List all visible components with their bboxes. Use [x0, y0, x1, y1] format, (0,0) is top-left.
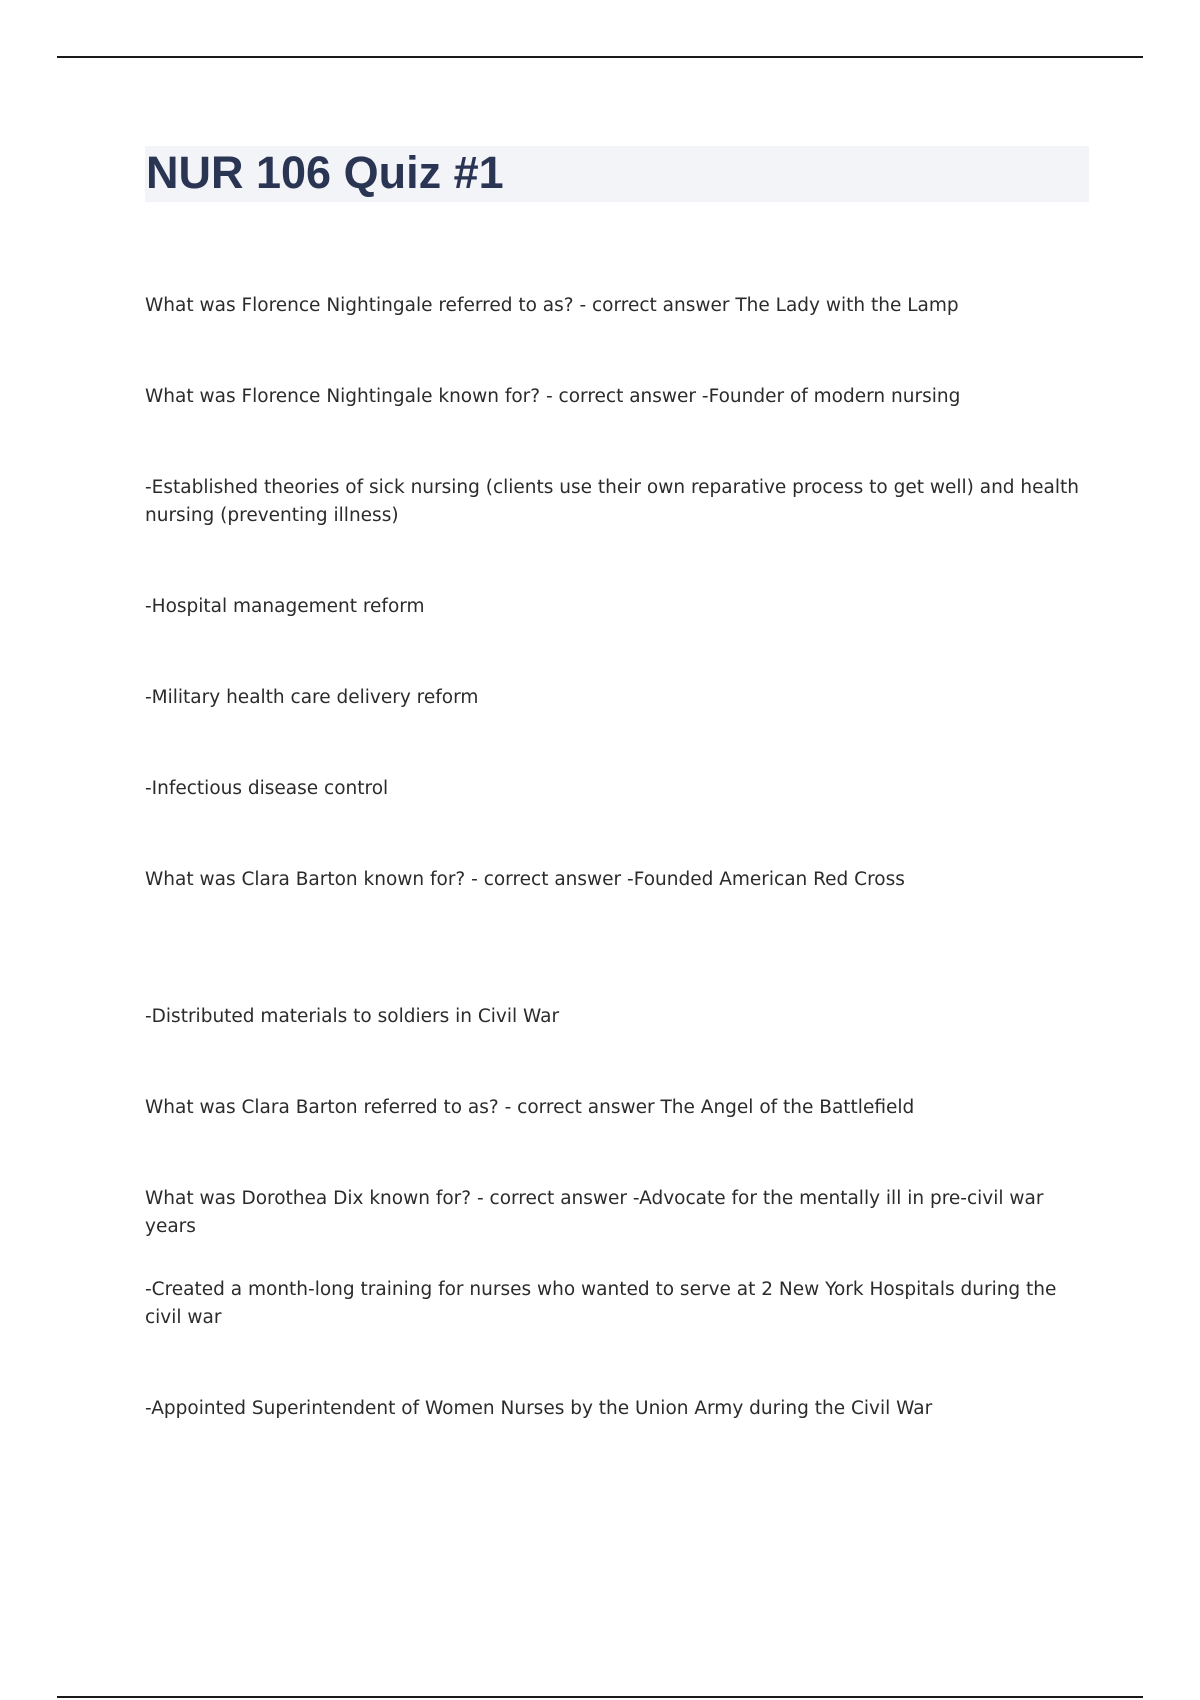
document-title: NUR 106 Quiz #1: [146, 147, 504, 198]
qa-paragraph-12: -Appointed Superintendent of Women Nurses by the Union Army during the Civil War: [145, 1398, 933, 1419]
qa-paragraph-11: -Created a month-long training for nurses who wanted to serve at 2 New York Hospitals during the civil war: [145, 1279, 1057, 1328]
qa-paragraph-7: What was Clara Barton known for? - correct answer -Founded American Red Cross: [145, 869, 905, 890]
qa-paragraph-4: -Hospital management reform: [145, 596, 425, 617]
qa-paragraph-6: -Infectious disease control: [145, 778, 389, 799]
qa-paragraph-10: What was Dorothea Dix known for? - correct answer -Advocate for the mentally ill in pre-civil war years: [145, 1188, 1044, 1237]
qa-paragraph-3: -Established theories of sick nursing (clients use their own reparative process to get well) and health nursing (preventing illness): [145, 477, 1079, 526]
qa-paragraph-8: -Distributed materials to soldiers in Civil War: [145, 1006, 560, 1027]
top-rule: [57, 56, 1143, 58]
qa-paragraph-2: What was Florence Nightingale known for? - correct answer -Founder of modern nursing: [145, 386, 961, 407]
qa-paragraph-5: -Military health care delivery reform: [145, 687, 479, 708]
bottom-rule: [57, 1696, 1143, 1698]
qa-paragraph-1: What was Florence Nightingale referred to as? - correct answer The Lady with the Lamp: [145, 295, 959, 316]
qa-paragraph-9: What was Clara Barton referred to as? - correct answer The Angel of the Battlefield: [145, 1097, 915, 1118]
